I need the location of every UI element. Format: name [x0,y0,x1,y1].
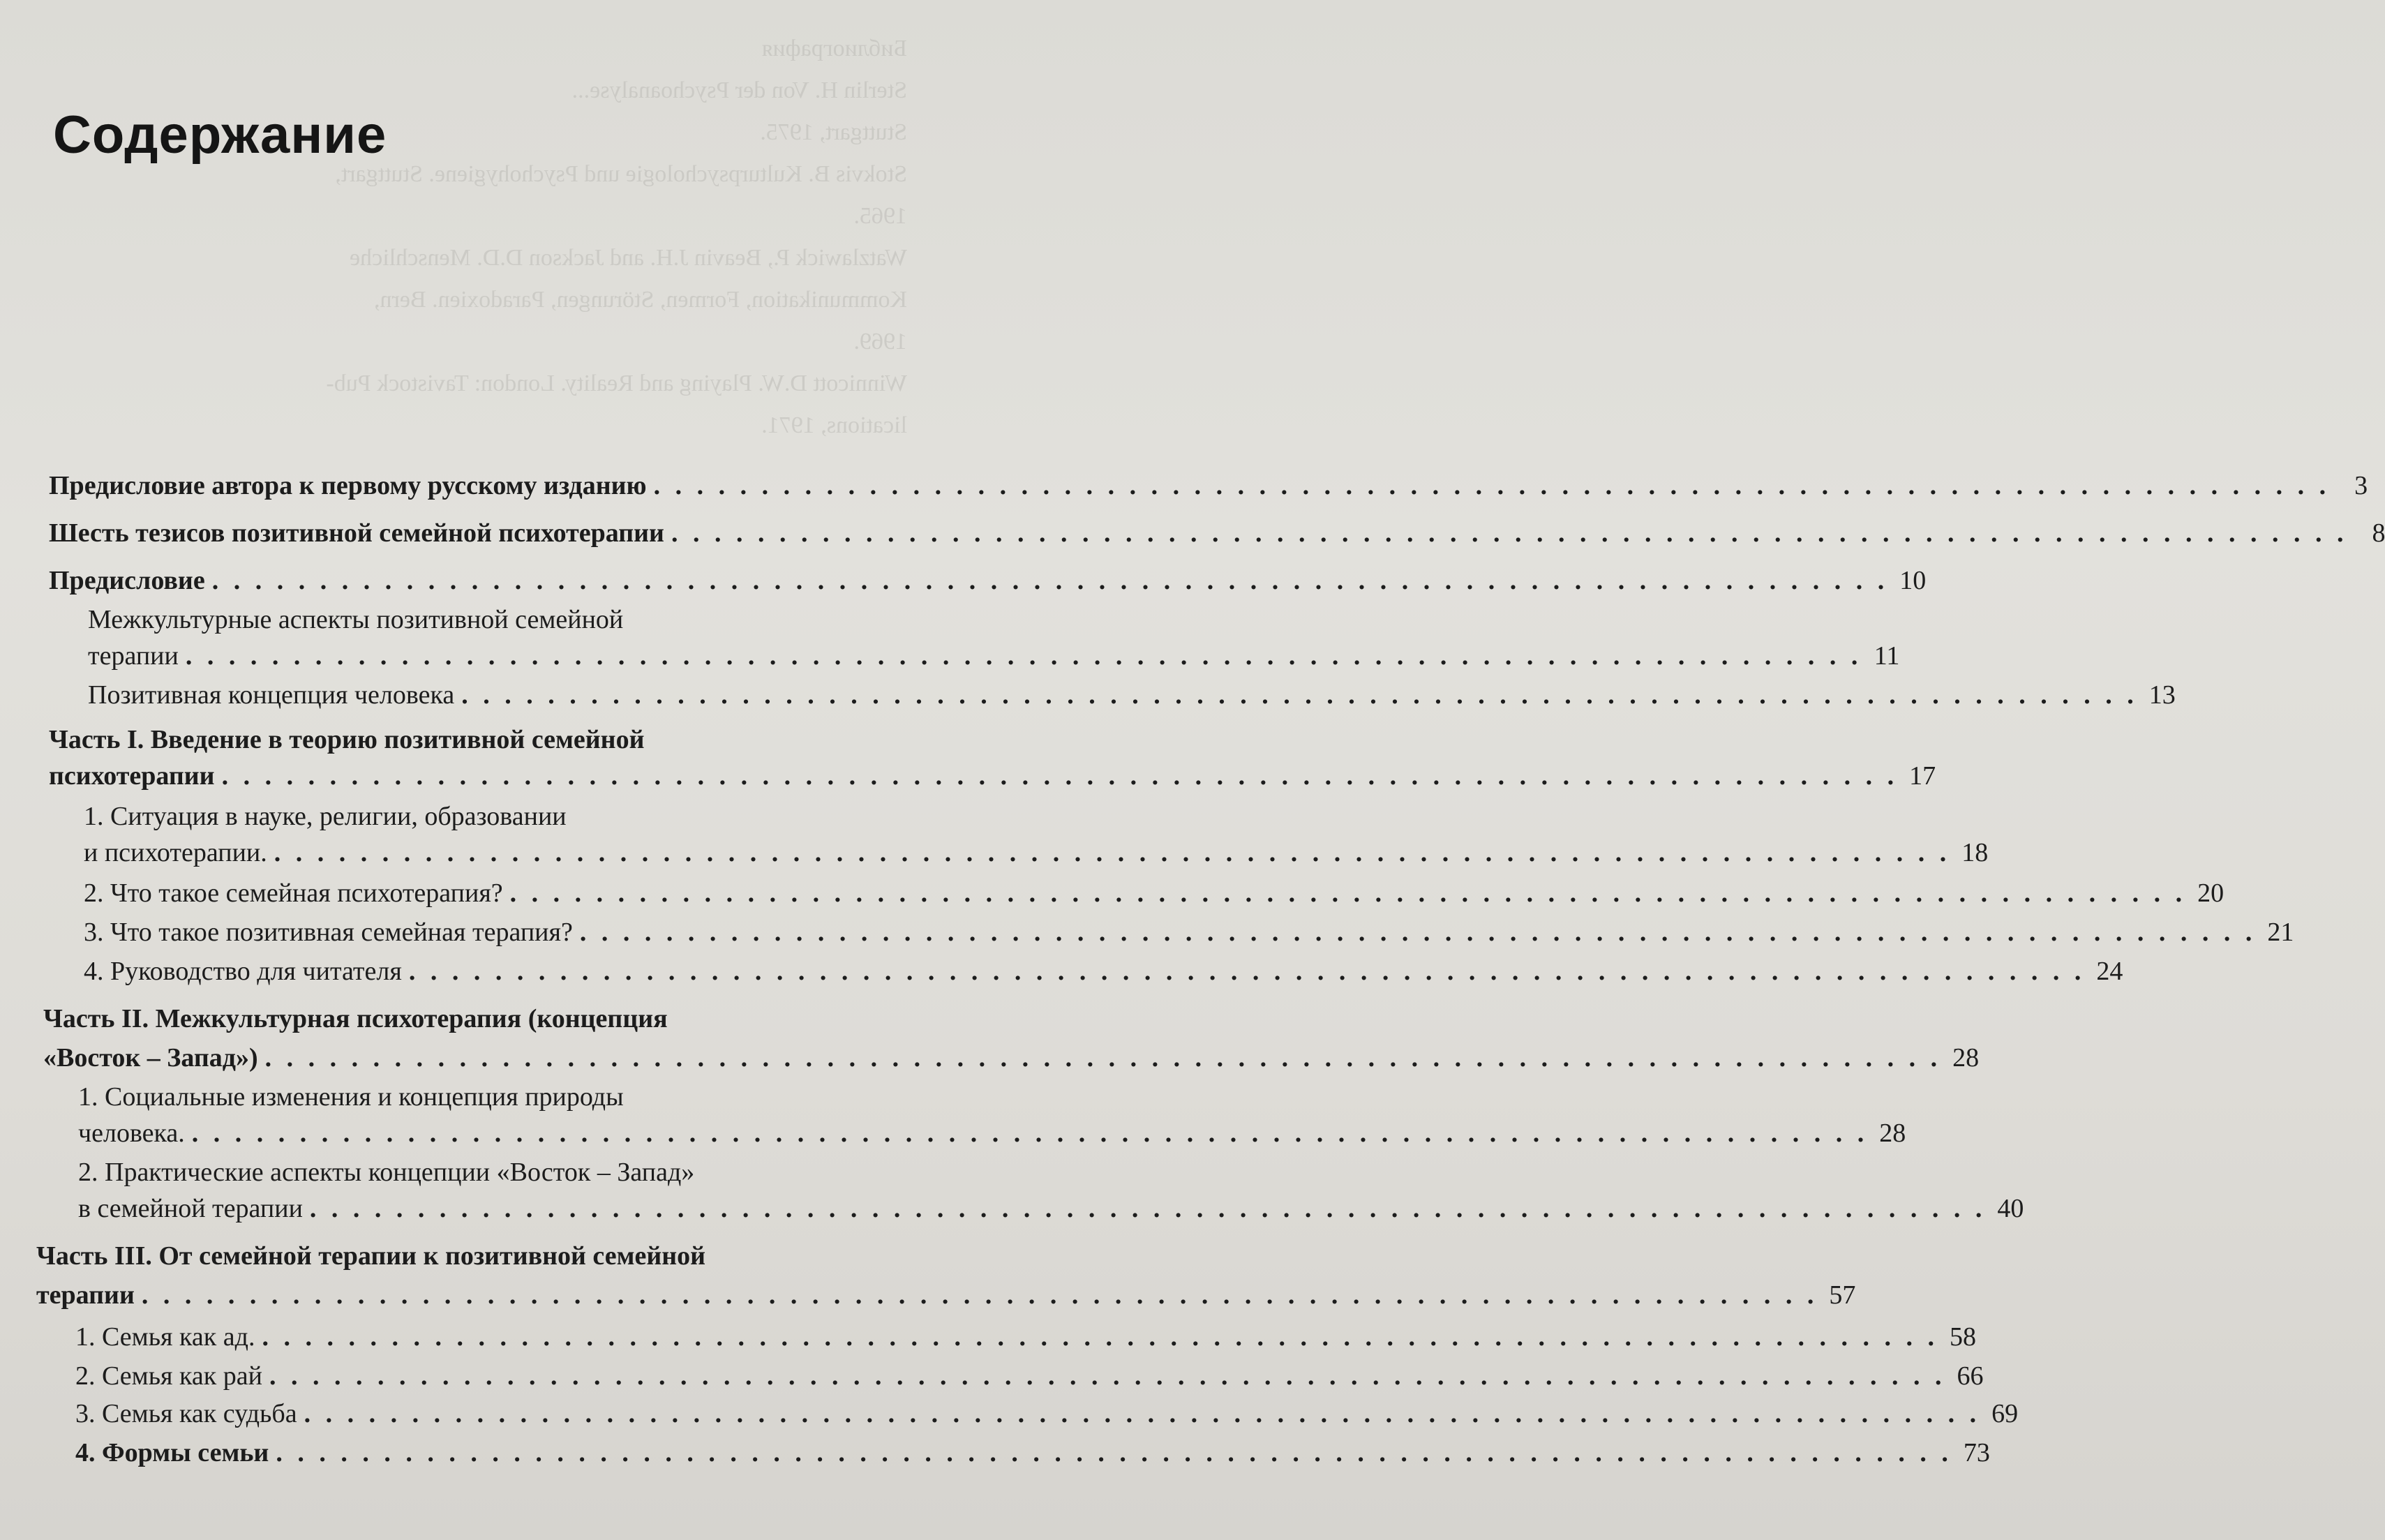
bleed-line: Kommunikation, Formen, Störungen, Paradoxien. Bern, [374,287,907,313]
toc-entry-author-preface[interactable] [49,468,2368,504]
toc-page-number: 24 [2096,957,2123,986]
leader-dots [212,562,1889,599]
toc-page-number: 57 [1829,1280,1856,1310]
toc-entry-title: 3. Семья как судьба [75,1399,297,1428]
toc-entry-positive-concept[interactable] [88,677,2176,713]
toc-entry-1-4[interactable] [84,953,2123,989]
toc-entry-title: психотерапии [49,761,215,791]
leader-dots [304,1396,1981,1432]
toc-entry-1-1[interactable] [84,835,1989,871]
bleed-line: 1969. [853,329,907,354]
toc-entry-title: Предисловие автора к первому русскому изданию [49,471,647,500]
toc-entry-title-line1: Межкультурные аспекты позитивной семейной [88,605,624,634]
toc-part-title-line1: Часть III. От семейной терапии к позитивной семейной [36,1241,706,1271]
toc-entry-1-3[interactable] [84,914,2294,950]
toc-entry-title: терапии [36,1280,135,1310]
toc-page-number: 21 [2267,918,2294,947]
toc-entry-preface[interactable] [49,562,1927,599]
toc-entry-title: Шесть тезисов позитивной семейной психотерапии [49,518,664,548]
toc-entry-title: Позитивная концепция человека [88,680,455,710]
toc-entry-3-2[interactable] [75,1358,1984,1394]
bleed-line: Stuttgart, 1975. [760,119,907,145]
toc-page-number: 10 [1899,566,1927,595]
toc-page-number: 20 [2197,879,2225,908]
toc-page-number: 58 [1949,1322,1976,1352]
toc-entry-title: 2. Семья как рай [75,1361,262,1391]
leader-dots [409,953,2086,989]
bleed-line: 1965. [853,203,907,229]
bleed-line: Stokvis B. Kulturpsychologie und Psychohygiene. Stuttgart, [335,161,907,187]
toc-entry-title: Предисловие [49,566,205,595]
toc-entry-title: 3. Что такое позитивная семейная терапия? [84,918,573,947]
toc-page-number: 66 [1957,1361,1984,1391]
toc-entry-title: человека. [78,1119,185,1148]
leader-dots [276,1435,1952,1471]
leader-dots [310,1190,1987,1227]
leader-dots [265,1040,1942,1076]
bleed-line: Sterlin H. Von der Psychoanalyse... [571,77,907,103]
leader-dots [461,677,2138,713]
leader-dots [580,914,2257,950]
toc-page-number: 40 [1997,1194,2024,1223]
toc-entry-title: терапии [88,641,179,671]
toc-part-1[interactable] [49,758,1936,794]
toc-entry-title-line1: 1. Социальные изменения и концепция природы [78,1082,624,1112]
leader-dots [269,1358,1946,1394]
toc-part-title-line1: Часть I. Введение в теорию позитивной семейной [49,725,645,754]
toc-entry-3-1[interactable] [75,1319,1976,1355]
toc-page-number: 18 [1961,838,1989,867]
bleed-line: Winnicott D.W. Playing and Reality. London: Tavistock Pub- [326,371,907,396]
toc-part-3[interactable] [36,1277,1856,1313]
toc-entry-six-theses[interactable] [49,515,2385,551]
leader-dots [192,1115,1869,1151]
toc-entry-title: 4. Формы семьи [75,1438,269,1467]
bleed-line: lications, 1971. [761,412,907,438]
toc-entry-title-line1: 2. Практические аспекты концепции «Восток – Запад» [78,1158,695,1187]
toc-page-number: 13 [2148,680,2176,710]
toc-entry-2-1[interactable] [78,1115,1906,1151]
toc-entry-1-2[interactable] [84,875,2225,911]
toc-entry-title: в семейной терапии [78,1194,303,1223]
leader-dots [222,758,1899,794]
bleed-line: Библиография [761,36,907,61]
leader-dots [654,468,2331,504]
toc-page-number: 28 [1952,1043,1980,1072]
page-title: Содержание [53,105,387,165]
toc-page-number: 28 [1879,1119,1906,1148]
bleed-line: Watzlawick P., Beavin J.H. and Jackson D.D. Menschliche [350,245,907,271]
toc-entry-2-2[interactable] [78,1190,2024,1227]
toc-page-number: 17 [1909,761,1936,791]
leader-dots [510,875,2187,911]
toc-entry-title: и психотерапии. [84,838,267,867]
toc-entry-3-3[interactable] [75,1396,2019,1432]
toc-entry-3-4[interactable] [75,1435,1990,1471]
toc-entry-title: 4. Руководство для читателя [84,957,402,986]
toc-page-number: 73 [1963,1438,1990,1467]
leader-dots [186,638,1862,674]
toc-entry-title: «Восток – Запад») [43,1043,258,1072]
leader-dots [262,1319,1938,1355]
toc-entry-intercultural-aspects[interactable] [88,638,1900,674]
toc-entry-title: 2. Что такое семейная психотерапия? [84,879,503,908]
leader-dots [671,515,2348,551]
toc-part-title-line1: Часть II. Межкультурная психотерапия (концепция [43,1004,668,1033]
toc-part-2[interactable] [43,1040,1980,1076]
toc-page-number: 3 [2354,471,2368,500]
toc-page-number: 11 [1874,641,1900,671]
toc-page-number: 8 [2372,518,2385,548]
toc-entry-title-line1: 1. Ситуация в науке, религии, образовании [84,802,567,831]
leader-dots [142,1277,1818,1313]
toc-entry-title: 1. Семья как ад. [75,1322,255,1352]
toc-page-number: 69 [1991,1399,2019,1428]
leader-dots [274,835,1951,871]
